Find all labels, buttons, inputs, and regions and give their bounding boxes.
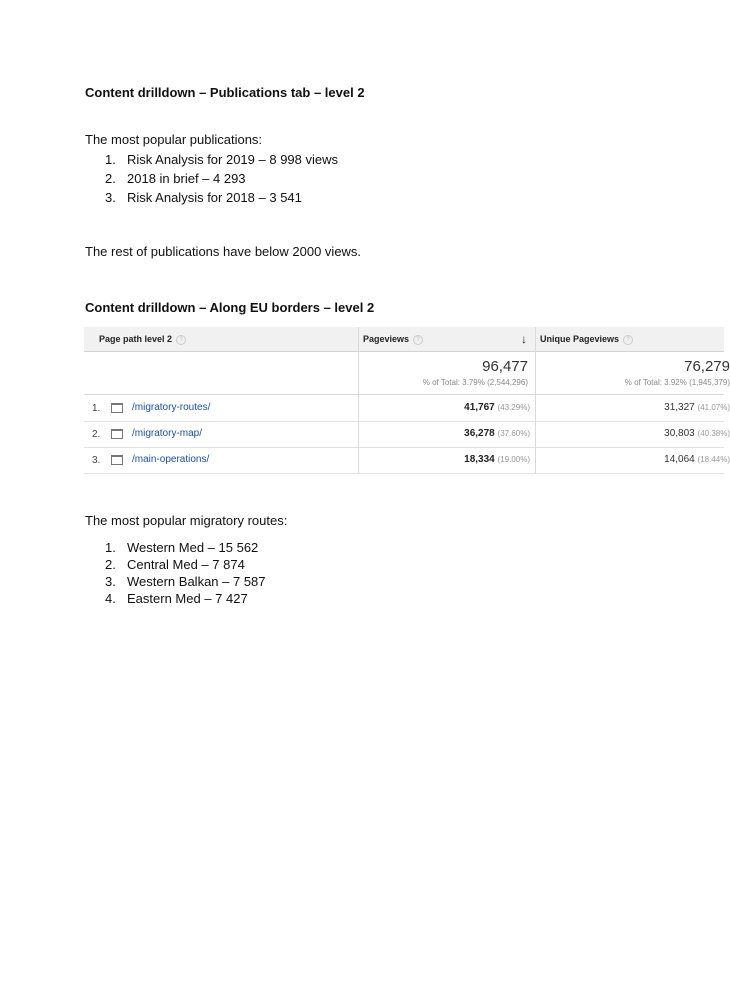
list-text: Risk Analysis for 2018 – 3 541 [127,190,302,205]
list-text: Eastern Med – 7 427 [127,591,248,606]
totals-row [84,352,730,395]
unique-value: 30,803 [664,428,695,439]
folder-icon[interactable] [111,403,123,413]
pageviews-value: 18,334 [464,454,495,465]
list-number: 4. [105,591,116,606]
column-header-unique-pageviews[interactable] [540,327,633,351]
column-divider [535,327,536,473]
analytics-table [84,327,730,473]
pageviews-cell [384,428,530,439]
list-item [85,590,266,607]
list-item [85,169,338,188]
column-header-path [99,327,186,351]
help-icon: ? [176,335,186,345]
unique-pageviews-cell [544,402,730,413]
pageviews-percent: (43.29%) [497,403,530,412]
publications-intro: The most popular publications: [85,132,263,147]
list-text: Western Med – 15 562 [127,540,259,555]
pageviews-percent: (37.60%) [497,429,530,438]
list-item [85,556,266,573]
column-label: Pageviews [363,334,410,344]
folder-icon[interactable] [111,429,123,439]
table-row[interactable] [84,395,730,422]
list-number: 3. [105,190,116,205]
list-text: Western Balkan – 7 587 [127,574,266,589]
section-heading-publications: Content drilldown – Publications tab – level 2 [85,85,365,100]
pageviews-cell [384,402,530,413]
unique-pageviews-cell [544,428,730,439]
column-divider [358,327,359,473]
total-unique-pageviews: 76,279 [684,358,730,375]
list-text: Risk Analysis for 2019 – 8 998 views [127,152,338,167]
list-item [85,188,338,207]
list-number: 1. [105,540,116,555]
routes-list [85,539,266,607]
unique-value: 31,327 [664,402,695,413]
help-icon: ? [623,335,633,345]
section-heading-borders: Content drilldown – Along EU borders – level 2 [85,300,375,315]
table-row[interactable] [84,421,730,448]
row-index: 2. [92,429,101,440]
table-row[interactable] [84,447,730,474]
page-path-link[interactable]: /migratory-map/ [132,428,203,439]
list-text: 2018 in brief – 4 293 [127,171,246,186]
unique-value: 14,064 [664,454,695,465]
row-index: 1. [92,403,101,414]
help-icon: ? [413,335,423,345]
row-index: 3. [92,455,101,466]
pageviews-percent: (19.00%) [497,455,530,464]
list-number: 3. [105,574,116,589]
list-number: 2. [105,171,116,186]
table-header [84,327,724,352]
column-header-pageviews[interactable] [363,327,423,351]
unique-percent: (40.38%) [697,429,730,438]
list-number: 2. [105,557,116,572]
total-unique-share: % of Total: 3.92% (1,945,379) [624,378,730,387]
folder-icon[interactable] [111,455,123,465]
column-label: Unique Pageviews [540,334,620,344]
publications-list [85,150,338,207]
arrow-down-icon[interactable]: ↓ [521,332,527,346]
unique-percent: (18.44%) [697,455,730,464]
pageviews-value: 41,767 [464,402,495,413]
list-item [85,150,338,169]
page-path-link[interactable]: /migratory-routes/ [132,402,211,413]
page-path-link[interactable]: /main-operations/ [132,454,210,465]
total-pageviews-share: % of Total: 3.79% (2,544,296) [422,378,528,387]
unique-pageviews-cell [544,454,730,465]
list-text: Central Med – 7 874 [127,557,245,572]
column-label: Page path level 2 [99,334,173,344]
total-pageviews: 96,477 [482,358,528,375]
list-item [85,539,266,556]
list-number: 1. [105,152,116,167]
publications-note: The rest of publications have below 2000 views. [85,244,362,259]
pageviews-value: 36,278 [464,428,495,439]
unique-percent: (41.07%) [697,403,730,412]
list-item [85,573,266,590]
pageviews-cell [384,454,530,465]
routes-intro: The most popular migratory routes: [85,513,288,528]
